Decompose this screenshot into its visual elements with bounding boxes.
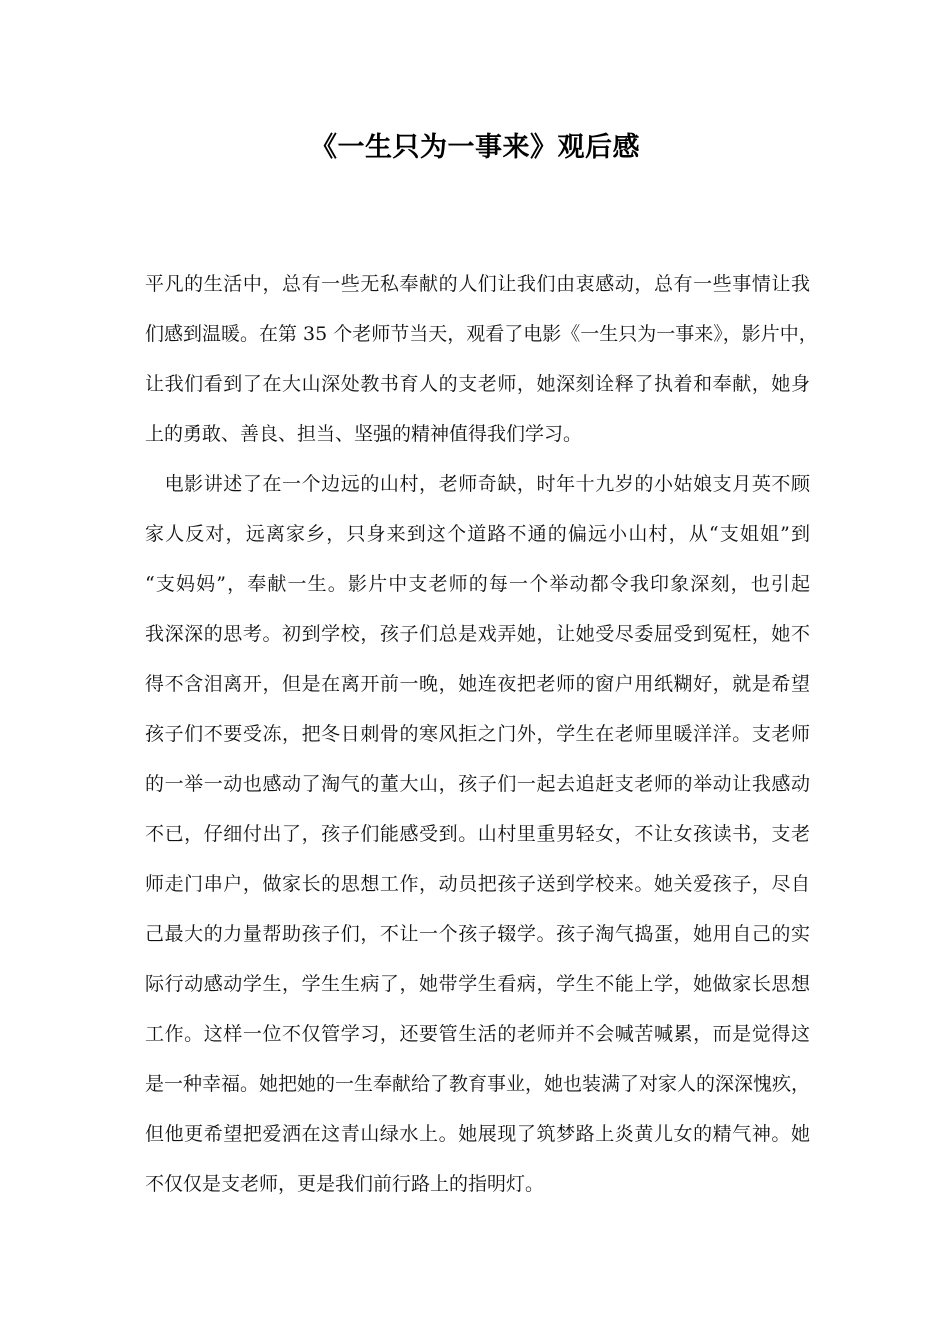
text-line: 我深深的思考。初到学校，孩子们总是戏弄她，让她受尽委屈受到冤枉，她不 bbox=[145, 623, 810, 645]
text-line: 得不含泪离开，但是在离开前一晚，她连夜把老师的窗户用纸糊好，就是希望 bbox=[145, 673, 810, 695]
text-line: 己最大的力量帮助孩子们，不让一个孩子辍学。孩子淘气捣蛋，她用自己的实 bbox=[145, 923, 810, 945]
text-line: 电影讲述了在一个边远的山村，老师奇缺，时年十九岁的小姑娘支月英不顾 bbox=[145, 473, 810, 495]
text-line: 是一种幸福。她把她的一生奉献给了教育事业，她也装满了对家人的深深愧疚， bbox=[145, 1073, 811, 1095]
text-line: 师走门串户，做家长的思想工作，动员把孩子送到学校来。她关爱孩子，尽自 bbox=[145, 873, 810, 895]
paragraph-1 bbox=[145, 265, 818, 465]
document-body bbox=[145, 265, 818, 1215]
text-line: 不仅仅是支老师，更是我们前行路上的指明灯。 bbox=[145, 1173, 545, 1195]
text-line: 的一举一动也感动了淘气的董大山，孩子们一起去追赶支老师的举动让我感动 bbox=[145, 773, 810, 795]
document-title: 《一生只为一事来》观后感 bbox=[310, 132, 640, 163]
text-line: 但他更希望把爱洒在这青山绿水上。她展现了筑梦路上炎黄儿女的精气神。她 bbox=[145, 1123, 810, 1145]
text-line: “支妈妈”，奉献一生。影片中支老师的每一个举动都令我印象深刻，也引起 bbox=[145, 573, 810, 595]
text-line: 工作。这样一位不仅管学习，还要管生活的老师并不会喊苦喊累，而是觉得这 bbox=[145, 1023, 810, 1045]
text-line: 不已，仔细付出了，孩子们能感受到。山村里重男轻女，不让女孩读书，支老 bbox=[145, 823, 810, 845]
text-line: 上的勇敢、善良、担当、坚强的精神值得我们学习。 bbox=[145, 423, 583, 445]
text-line: 平凡的生活中，总有一些无私奉献的人们让我们由衷感动，总有一些事情让我 bbox=[145, 273, 810, 295]
paragraph-2 bbox=[145, 465, 810, 1215]
text-line: 孩子们不要受冻，把冬日刺骨的寒风拒之门外，学生在老师里暖洋洋。支老师 bbox=[145, 723, 810, 745]
text-line: 们感到温暖。在第 35 个老师节当天，观看了电影《一生只为一事来》，影片中， bbox=[145, 323, 818, 345]
text-line: 让我们看到了在大山深处教书育人的支老师，她深刻诠释了执着和奉献，她身 bbox=[145, 373, 810, 395]
text-line: 家人反对，远离家乡，只身来到这个道路不通的偏远小山村，从“支姐姐”到 bbox=[145, 523, 810, 545]
text-line: 际行动感动学生，学生生病了，她带学生看病，学生不能上学，她做家长思想 bbox=[145, 973, 810, 995]
